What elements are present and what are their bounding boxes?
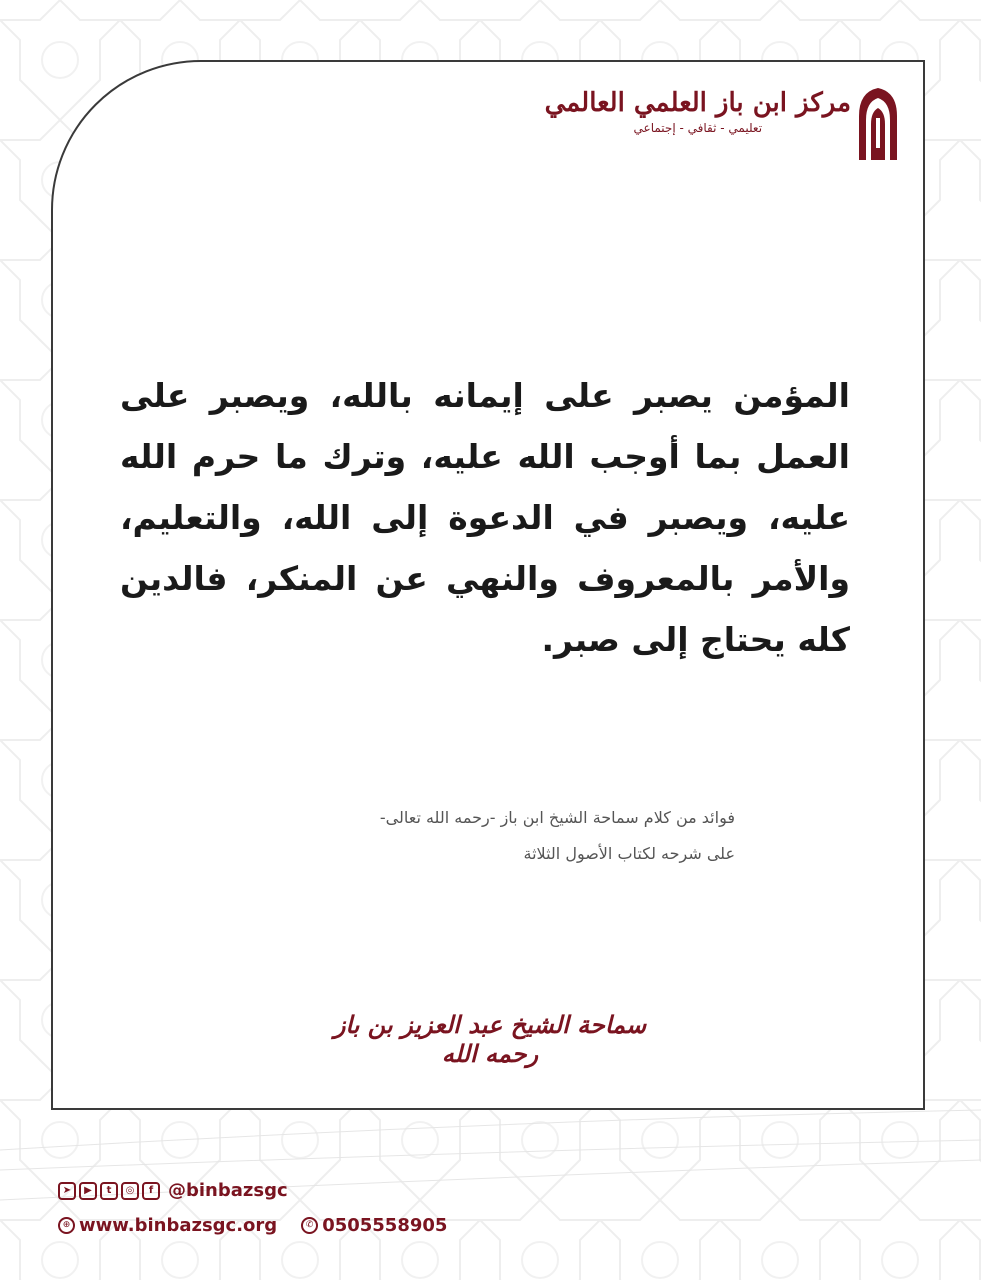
footer [58,1180,447,1236]
source-line-2: على شرحه لكتاب الأصول الثلاثة [523,844,735,863]
source-attribution [180,800,735,872]
mosque-arch-icon [857,88,899,160]
whatsapp-icon: ✆ [301,1217,318,1234]
youtube-icon[interactable]: ▶ [79,1182,97,1200]
quote-text: المؤمن يصبر على إيمانه بالله، ويصبر على العمل بما أوجب الله عليه، وترك ما حرم الله عليه، ويصبر في الدعوة إلى الله، والتعليم، والأمر بالمعروف والنهي عن المنكر، فالدين كله يحتاج إلى صبر. [120,376,850,659]
phone-number[interactable]: 0505558905 [322,1215,448,1236]
logo-tagline: تعليمي - ثقافي - إجتماعي [633,121,763,136]
telegram-icon[interactable]: ➤ [58,1182,76,1200]
logo-name: مركز ابن باز العلمي العالمي [544,88,851,118]
calligraphy-signature: سماحة الشيخ عبد العزيز بن باز رحمه الله [333,1010,647,1068]
source-line-1: فوائد من كلام سماحة الشيخ ابن باز -رحمه الله تعالى- [379,808,735,827]
social-links [58,1180,447,1201]
twitter-icon[interactable]: t [100,1182,118,1200]
website-link[interactable]: www.binbazsgc.org [79,1215,278,1236]
contact-info [58,1215,447,1236]
logo [545,88,899,160]
instagram-icon[interactable]: ◎ [121,1182,139,1200]
social-handle[interactable]: @binbazsgc [168,1180,288,1201]
facebook-icon[interactable]: f [142,1182,160,1200]
globe-icon: ⊕ [58,1217,75,1234]
